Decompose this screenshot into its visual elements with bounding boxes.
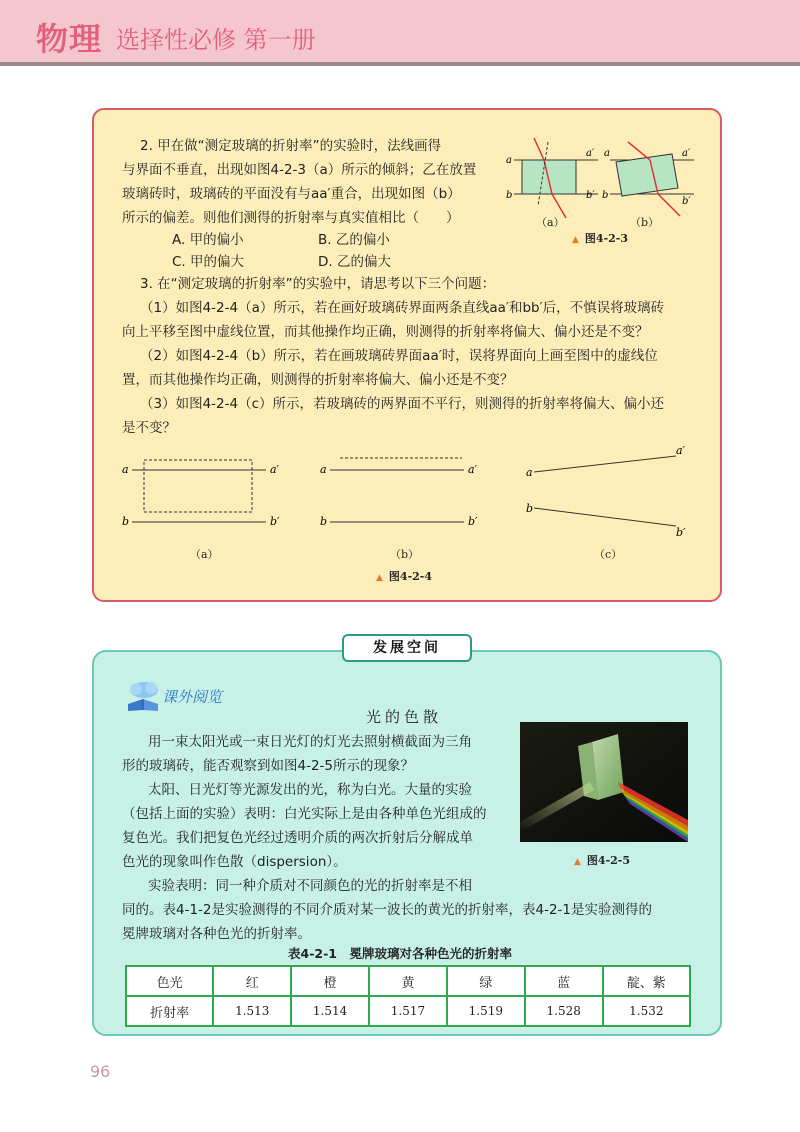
section-tab: 发展空间 — [342, 634, 472, 662]
q2-line-3: 玻璃砖时，玻璃砖的平面没有与aa′重合，出现如图（b） — [122, 186, 461, 202]
fig423a-label-b: b — [506, 190, 513, 201]
caption-marker-icon: ▲ — [572, 235, 579, 245]
fig424-label-c: （c） — [594, 548, 623, 561]
fig425-caption-text: 图4-2-5 — [586, 854, 631, 867]
fig423a-label-b-prime: b′ — [586, 190, 595, 201]
fig423b-label-a-prime: a′ — [682, 148, 691, 159]
table-header-cell: 靛、紫 — [603, 966, 690, 996]
caption-marker-icon: ▲ — [574, 857, 581, 867]
q3-line-5: 置，而其他操作均正确，则测得的折射率将偏大、偏小还是不变？ — [122, 372, 514, 388]
reading-line-5: 复色光。我们把复色光经过透明介质的两次折射后分解成单 — [122, 830, 473, 846]
table-cell: 1.532 — [603, 996, 690, 1026]
fig425-caption — [574, 852, 630, 868]
fig424c-label-a-prime: a′ — [676, 444, 686, 457]
table-row-label: 折射率 — [126, 996, 213, 1026]
fig423a-label-a-prime: a′ — [586, 148, 595, 159]
reading-line-6: 色光的现象叫作色散（dispersion）。 — [122, 854, 347, 870]
fig424c-label-a: a — [526, 466, 533, 479]
table-header-row — [126, 966, 690, 996]
fig423b-label-b: b — [602, 190, 609, 201]
book-title: 选择性必修 第一册 — [116, 26, 316, 54]
fig424a-label-a: a — [122, 463, 129, 476]
fig424b-label-b: b — [320, 515, 328, 528]
prism-dispersion-image — [520, 722, 688, 842]
reading-line-3: 太阳、日光灯等光源发出的光，称为白光。大量的实验 — [148, 782, 472, 798]
table-cell: 1.513 — [213, 996, 291, 1026]
q3-line-7: 是不变？ — [122, 420, 176, 436]
fig424-caption — [376, 568, 432, 584]
table-row — [126, 996, 690, 1026]
reading-line-8: 同的。表4-1-2是实验测得的不同介质对某一波长的黄光的折射率，表4-2-1是实验测得的 — [122, 902, 653, 918]
fig424a-label-b-prime: b′ — [270, 515, 280, 528]
fig424b-label-b-prime: b′ — [468, 515, 478, 528]
option-d: D. 乙的偏大 — [318, 254, 391, 270]
table-header-cell: 色光 — [126, 966, 213, 996]
table-header-cell: 黄 — [369, 966, 447, 996]
fig424b-label-a: a — [320, 463, 327, 476]
q3-line-1: 3. 在“测定玻璃的折射率”的实验中，请思考以下三个问题： — [140, 276, 496, 292]
table-cell: 1.514 — [291, 996, 369, 1026]
fig424-caption-text: 图4-2-4 — [388, 570, 433, 583]
fig423-label-b: （b） — [630, 216, 660, 229]
subject-title: 物理 — [36, 20, 103, 58]
fig424a-label-b: b — [122, 515, 130, 528]
table-cell: 1.519 — [447, 996, 525, 1026]
figure-4-2-4 — [110, 440, 700, 550]
table-header-cell: 绿 — [447, 966, 525, 996]
option-b: B. 乙的偏小 — [318, 232, 390, 248]
reading-line-2: 形的玻璃砖，能否观察到如图4-2-5所示的现象？ — [122, 758, 415, 774]
fig423-caption — [572, 230, 628, 246]
table-header-cell: 橙 — [291, 966, 369, 996]
q3-line-6: （3）如图4-2-4（c）所示，若玻璃砖的两界面不平行，则测得的折射率将偏大、偏小还 — [140, 396, 665, 412]
book-icon — [124, 680, 162, 712]
table-header-cell: 蓝 — [525, 966, 603, 996]
fig423-label-a: （a） — [536, 216, 565, 229]
fig424a-label-a-prime: a′ — [270, 463, 280, 476]
q2-line-4: 所示的偏差。则他们测得的折射率与真实值相比（ ） — [122, 210, 460, 226]
q3-line-4: （2）如图4-2-4（b）所示，若在画玻璃砖界面aa′时，误将界面向上画至图中的虚线位 — [140, 348, 658, 364]
figure-4-2-3 — [500, 132, 700, 222]
table-cell: 1.528 — [525, 996, 603, 1026]
fig423a-label-a: a — [506, 155, 512, 166]
caption-marker-icon: ▲ — [376, 573, 383, 583]
page-number: 96 — [90, 1062, 111, 1081]
option-a: A. 甲的偏小 — [172, 232, 244, 248]
fig424c-label-b-prime: b′ — [676, 526, 686, 539]
reading-line-7: 实验表明：同一种介质对不同颜色的光的折射率是不相 — [148, 878, 472, 894]
fig423-caption-text: 图4-2-3 — [584, 232, 629, 245]
reading-title: 光的色散 — [366, 708, 443, 726]
reading-line-9: 冕牌玻璃对各种色光的折射率。 — [122, 926, 311, 942]
option-c: C. 甲的偏大 — [172, 254, 245, 270]
fig424b-label-a-prime: a′ — [468, 463, 478, 476]
fig424-label-a: （a） — [190, 548, 219, 561]
page-header — [0, 0, 800, 66]
table-header-cell: 红 — [213, 966, 291, 996]
reading-badge: 课外阅览 — [162, 688, 223, 706]
refraction-table — [125, 965, 691, 1027]
fig424-label-b: （b） — [390, 548, 420, 561]
reading-line-4: （包括上面的实验）表明：白光实际上是由各种单色光组成的 — [122, 806, 487, 822]
fig423b-label-a: a — [604, 148, 610, 159]
q3-line-3: 向上平移至图中虚线位置，而其他操作均正确，则测得的折射率将偏大、偏小还是不变？ — [122, 324, 649, 340]
reading-line-1: 用一束太阳光或一束日光灯的灯光去照射横截面为三角 — [148, 734, 472, 750]
table-cell: 1.517 — [369, 996, 447, 1026]
q2-line-1: 2. 甲在做“测定玻璃的折射率”的实验时，法线画得 — [140, 138, 442, 154]
fig424c-label-b: b — [526, 502, 534, 515]
fig423b-label-b-prime: b′ — [682, 196, 691, 207]
q3-line-2: （1）如图4-2-4（a）所示，若在画好玻璃砖界面两条直线aa′和bb′后，不慎误将玻璃砖 — [140, 300, 665, 316]
table-title: 表4-2-1 冕牌玻璃对各种色光的折射率 — [288, 946, 512, 961]
q2-line-2: 与界面不垂直，出现如图4-2-3（a）所示的倾斜；乙在放置 — [122, 162, 477, 178]
